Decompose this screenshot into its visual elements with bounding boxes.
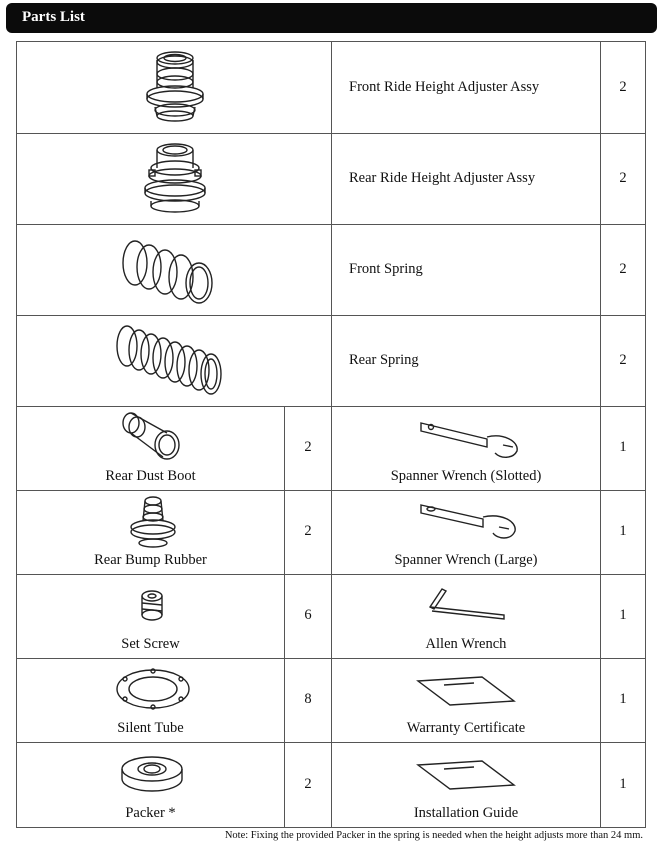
- part-name-cell: [331, 133, 601, 225]
- part-qty-cell: [284, 658, 332, 743]
- packer-icon: [117, 753, 187, 797]
- part-name-cell: [331, 658, 601, 743]
- part-name: Packer *: [125, 805, 176, 821]
- part-name: Front Spring: [349, 261, 423, 277]
- part-name: Spanner Wrench (Slotted): [390, 468, 542, 484]
- part-qty-cell: [600, 315, 646, 407]
- part-qty-cell: [600, 224, 646, 316]
- part-name-cell: [331, 41, 601, 134]
- part-name: Set Screw: [121, 636, 180, 652]
- part-name-cell: [331, 224, 601, 316]
- front-spring-icon: [115, 235, 225, 310]
- part-qty-cell: [284, 574, 332, 659]
- installation-guide-icon: [414, 757, 518, 793]
- part-name: Silent Tube: [117, 720, 184, 736]
- part-name: Warranty Certificate: [406, 720, 526, 736]
- part-qty: 1: [619, 439, 627, 455]
- table-row: [16, 490, 285, 575]
- allen-wrench-icon: [424, 585, 508, 625]
- part-qty-cell: [600, 658, 646, 743]
- silent-tube-icon: [113, 667, 193, 713]
- part-qty: 2: [304, 776, 312, 792]
- part-qty-cell: [600, 41, 646, 134]
- part-qty: 1: [619, 607, 627, 623]
- table-row: [16, 133, 332, 225]
- part-name: Rear Spring: [349, 352, 419, 368]
- warranty-certificate-icon: [414, 673, 518, 709]
- table-row: [16, 658, 285, 743]
- part-qty: 8: [304, 691, 312, 707]
- large-spanner-wrench-icon: [417, 497, 527, 547]
- front-ride-height-adjuster-icon: [135, 48, 215, 128]
- part-qty: 2: [619, 352, 627, 368]
- table-row: [16, 315, 332, 407]
- table-row: [16, 224, 332, 316]
- rear-ride-height-adjuster-icon: [135, 140, 215, 220]
- part-qty-cell: [600, 133, 646, 225]
- section-title: Parts List: [22, 9, 85, 25]
- part-qty: 2: [619, 261, 627, 277]
- part-qty-cell: [600, 574, 646, 659]
- table-row: [16, 41, 332, 134]
- part-name: Installation Guide: [413, 805, 519, 821]
- part-qty-cell: [284, 406, 332, 491]
- part-qty: 2: [304, 439, 312, 455]
- part-qty: 2: [619, 79, 627, 95]
- part-name-cell: [331, 742, 601, 828]
- part-name-cell: [331, 574, 601, 659]
- table-row: [16, 742, 285, 828]
- part-qty-cell: [600, 490, 646, 575]
- bump-rubber-icon: [127, 493, 179, 549]
- part-qty: 6: [304, 607, 312, 623]
- part-name: Front Ride Height Adjuster Assy: [349, 79, 540, 95]
- part-name: Rear Ride Height Adjuster Assy: [349, 170, 536, 186]
- part-name-cell: [331, 315, 601, 407]
- part-name-cell: [331, 406, 601, 491]
- packer-note: Note: Fixing the provided Packer in the spring is needed when the height adjusts more than 24 mm.: [224, 830, 643, 841]
- part-qty: 1: [619, 523, 627, 539]
- part-qty-cell: [600, 742, 646, 828]
- part-name: Spanner Wrench (Large): [394, 552, 538, 568]
- section-header: [6, 3, 657, 33]
- part-qty: 1: [619, 776, 627, 792]
- rear-spring-icon: [113, 322, 231, 400]
- table-row: [16, 574, 285, 659]
- part-name: Rear Dust Boot: [105, 468, 196, 484]
- part-qty: 1: [619, 691, 627, 707]
- part-qty-cell: [284, 742, 332, 828]
- part-qty-cell: [284, 490, 332, 575]
- table-row: [16, 406, 285, 491]
- part-name: Rear Bump Rubber: [94, 552, 207, 568]
- part-qty: 2: [619, 170, 627, 186]
- slotted-spanner-wrench-icon: [417, 413, 527, 463]
- part-qty-cell: [600, 406, 646, 491]
- part-qty: 2: [304, 523, 312, 539]
- set-screw-icon: [139, 589, 165, 623]
- part-name: Allen Wrench: [425, 636, 507, 652]
- part-name-cell: [331, 490, 601, 575]
- dust-boot-icon: [117, 411, 187, 463]
